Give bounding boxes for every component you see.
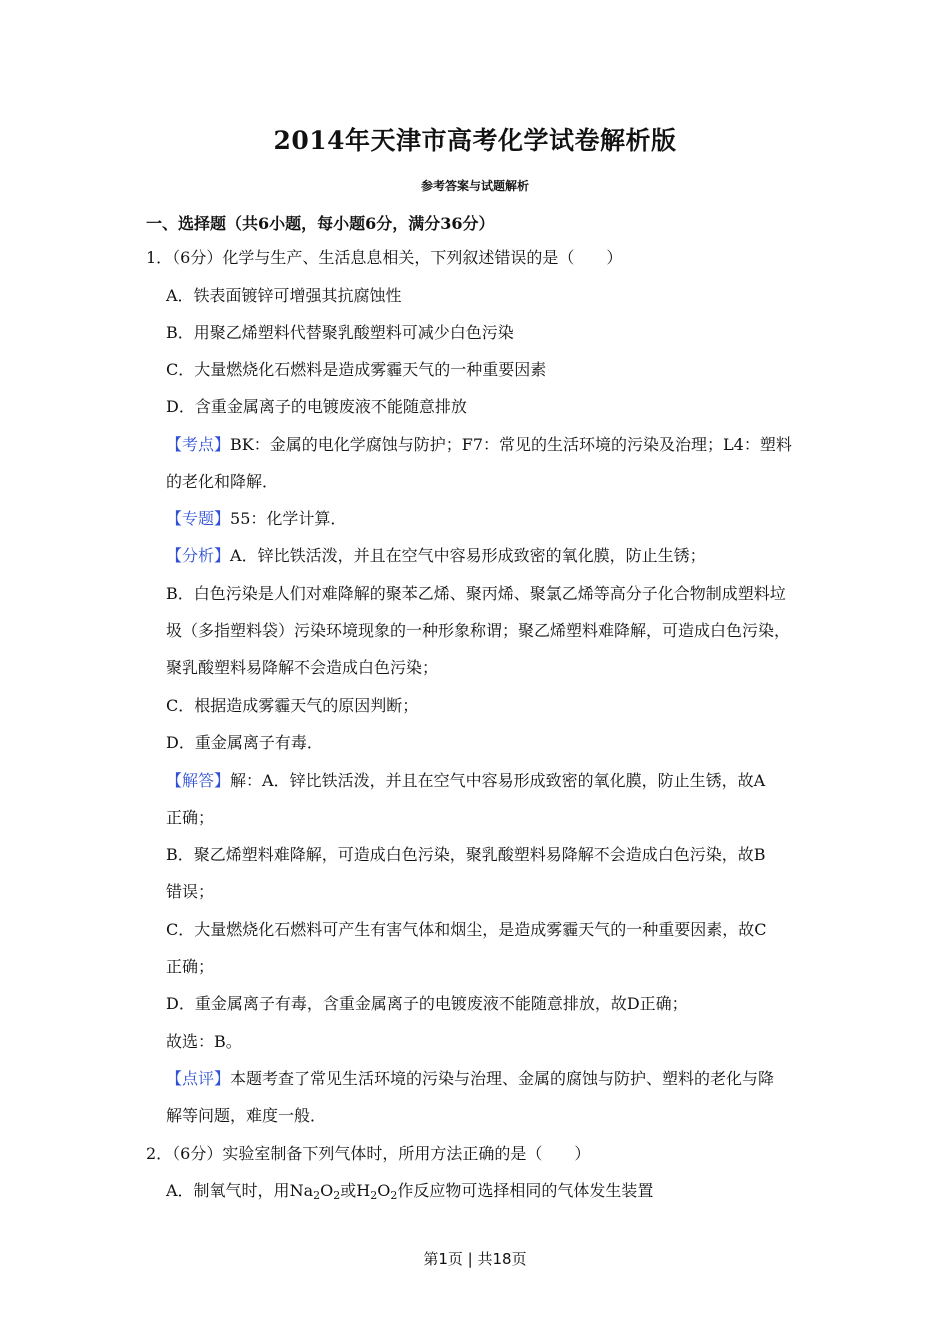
- question-1-option-c: C．大量燃烧化石燃料是造成雾霾天气的一种重要因素: [166, 360, 547, 379]
- kaodian-text-cont: 的老化和降解．: [166, 472, 279, 491]
- fenxi-text-d: D．重金属离子有毒．: [166, 733, 323, 752]
- jieda-text-c: C．大量燃烧化石燃料可产生有害气体和烟尘，是造成雾霾天气的一种重要因素，故C: [166, 920, 767, 939]
- fenxi-text-b-cont2: 聚乳酸塑料易降解不会造成白色污染；: [166, 658, 439, 677]
- kaodian-text: BK：金属的电化学腐蚀与防护；F7：常见的生活环境的污染及治理；L4：塑料: [230, 435, 792, 454]
- fenxi-text-b-cont1: 圾（多指塑料袋）污染环境现象的一种形象称谓；聚乙烯塑料难降解，可造成白色污染，: [166, 621, 791, 640]
- fenxi-line: [166, 546, 706, 566]
- jieda-answer: 故选：B。: [166, 1032, 242, 1051]
- zhuanti-tag: 【专题】: [166, 509, 231, 528]
- jieda-text-b: B．聚乙烯塑料难降解，可造成白色污染，聚乳酸塑料易降解不会造成白色污染，故B: [166, 845, 766, 864]
- option-a-mid: 或: [340, 1181, 357, 1200]
- dianping-tag: 【点评】: [166, 1069, 231, 1088]
- question-2-stem: 2．（6分）实验室制备下列气体时，所用方法正确的是（ ）: [146, 1144, 591, 1163]
- option-a-suffix: 作反应物可选择相同的气体发生装置: [397, 1181, 654, 1200]
- formula-na2o2: $Na_2O_2$: [289, 1181, 341, 1202]
- jieda-text-d: D．重金属离子有毒，含重金属离子的电镀废液不能随意排放，故D正确；: [166, 994, 688, 1013]
- kaodian-tag: 【考点】: [166, 435, 231, 454]
- fenxi-text-b: B．白色污染是人们对难降解的聚苯乙烯、聚丙烯、聚氯乙烯等高分子化合物制成塑料垃: [166, 584, 786, 603]
- jieda-text: 解：A．锌比铁活泼，并且在空气中容易形成致密的氧化膜，防止生锈，故A: [230, 771, 766, 790]
- fenxi-tag: 【分析】: [166, 546, 231, 565]
- section-heading: 一、选择题（共6小题，每小题6分，满分36分）: [146, 214, 495, 233]
- jieda-text-c-cont: 正确；: [166, 957, 215, 976]
- zhuanti-text: 55：化学计算．: [230, 509, 347, 528]
- fenxi-text: A．锌比铁活泼，并且在空气中容易形成致密的氧化膜，防止生锈；: [230, 546, 706, 565]
- question-1-stem: 1．（6分）化学与生产、生活息息相关，下列叙述错误的是（ ）: [146, 248, 623, 267]
- dianping-line: [166, 1069, 774, 1089]
- question-1-option-d: D．含重金属离子的电镀废液不能随意排放: [166, 397, 467, 416]
- jieda-line: [166, 771, 765, 791]
- jieda-text-b-cont: 错误；: [166, 882, 215, 901]
- dianping-text: 本题考查了常见生活环境的污染与治理、金属的腐蚀与防护、塑料的老化与降: [230, 1069, 775, 1088]
- question-1-option-b: B．用聚乙烯塑料代替聚乳酸塑料可减少白色污染: [166, 323, 514, 342]
- formula-h2o2: $H_2O_2$: [356, 1181, 398, 1202]
- page-subtitle: 参考答案与试题解析: [420, 179, 529, 193]
- page-title: 2014年天津市高考化学试卷解析版: [273, 126, 677, 155]
- jieda-tag: 【解答】: [166, 771, 231, 790]
- jieda-text-a-cont: 正确；: [166, 808, 215, 827]
- kaodian-line: [166, 435, 792, 455]
- question-1-option-a: A．铁表面镀锌可增强其抗腐蚀性: [166, 286, 402, 305]
- option-a-prefix: A．制氧气时，用: [166, 1181, 290, 1200]
- zhuanti-line: [166, 509, 346, 529]
- dianping-text-cont: 解等问题，难度一般．: [166, 1106, 327, 1125]
- page-footer: 第1页 | 共18页: [423, 1250, 527, 1268]
- question-2-option-a: [166, 1181, 653, 1201]
- fenxi-text-c: C．根据造成雾霾天气的原因判断；: [166, 696, 419, 715]
